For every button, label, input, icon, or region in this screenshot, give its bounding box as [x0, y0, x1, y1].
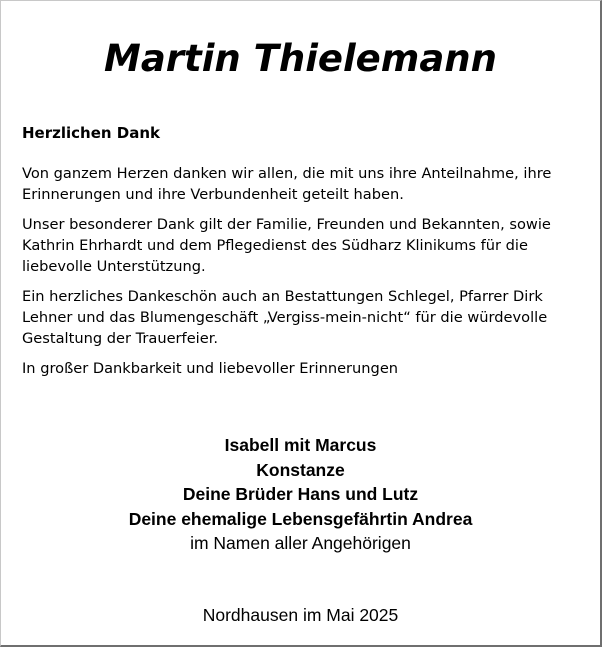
thank-you-text — [22, 123, 587, 388]
deceased-name: Martin Thielemann — [104, 37, 497, 80]
signature-line: Deine ehemalige Lebensgefährtin Andrea — [128, 508, 473, 529]
paragraph-funeral-thanks: Ein herzliches Dankeschön auch an Bestattungen Schlegel, Pfarrer Dirk Lehner und das Blumengeschäft „Vergiss-mein-nicht“ für die würdevolle Gestaltung der Trauerfeier. — [22, 288, 548, 347]
place-and-date: Nordhausen im Mai 2025 — [202, 605, 399, 625]
thank-you-heading: Herzlichen Dank — [22, 124, 161, 142]
paragraph-closing: In großer Dankbarkeit und liebevoller Erinnerungen — [22, 360, 399, 377]
signature-line: Konstanze — [256, 459, 345, 480]
paragraph-special-thanks: Unser besonderer Dank gilt der Familie, Freunden und Bekannten, sowie Kathrin Ehrhardt und dem Pflegedienst des Südharz Klinikums für die liebevolle Unterstützung. — [22, 216, 551, 275]
signature-line: Isabell mit Marcus — [224, 435, 377, 455]
signature-block — [1, 433, 600, 556]
paragraph-sympathy: Von ganzem Herzen danken wir allen, die mit uns ihre Anteilnahme, ihre Erinnerungen und ihre Verbundenheit geteilt haben. — [22, 165, 552, 203]
signature-line: Deine Brüder Hans und Lutz — [182, 484, 419, 504]
signature-footer: im Namen aller Angehörigen — [190, 533, 411, 553]
